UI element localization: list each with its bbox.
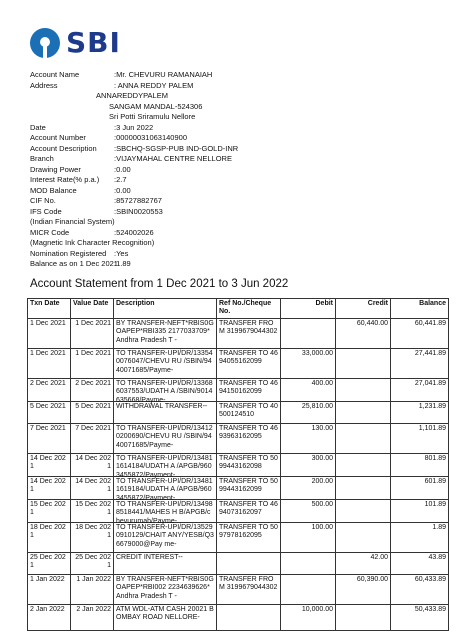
account-description-label: Account Description — [30, 143, 97, 153]
cell-ref-no: TRANSFER TO 4694073162097 — [219, 501, 278, 517]
cell-description: TO TRANSFER-UPI/DR/135290910129/CHAIT ANY/YESB/Q36679000@Pay me- — [116, 524, 214, 548]
cell-ref-no: TRANSFER TO 4693963162095 — [219, 425, 278, 441]
cell-description: ATM WDL-ATM CASH 20021 BOMBAY ROAD NELLORE- — [116, 606, 214, 622]
cell-txn-date: 5 Dec 2021 — [30, 403, 66, 410]
cell-value-date: 1 Dec 2021 — [75, 320, 111, 327]
account-number-value: :00000031063140900 — [114, 133, 187, 142]
drawing-power-label: Drawing Power — [30, 164, 81, 174]
cell-txn-date: 2 Jan 2022 — [30, 606, 65, 613]
table-row — [28, 349, 449, 379]
transactions-table — [27, 298, 449, 631]
cell-debit: 130.00 — [311, 425, 333, 432]
address-line-3: SANGAM MANDAL-524306 — [109, 101, 203, 111]
cell-description: TO TRANSFER-UPI/DR/134988518441/MAHES H B/APGB/chevurumah/Payme- — [116, 501, 213, 525]
cell-balance: 43.89 — [428, 554, 446, 561]
nomination-value: :Yes — [114, 248, 129, 258]
interest-rate-value: :2.7 — [114, 175, 127, 184]
cell-debit: 25,810.00 — [301, 403, 333, 410]
cell-ref-no: TRANSFER TO 5097978162095 — [219, 524, 278, 540]
mod-balance-label: MOD Balance — [30, 185, 77, 195]
cell-description: TO TRANSFER-UPI/DR/134811619184/UDATH A /APGB/9603455872/Payment- — [116, 478, 213, 502]
sbi-logo — [30, 28, 121, 58]
cell-description: TO TRANSFER-UPI/DR/133686037553/UDATH A /SBIN/9014635668/Payme- — [116, 380, 213, 404]
cell-balance: 50,433.89 — [414, 606, 446, 613]
cell-txn-date: 15 Dec 2021 — [30, 501, 66, 517]
cell-balance: 101.89 — [424, 501, 446, 508]
table-row — [28, 424, 449, 454]
date-label: Date — [30, 122, 46, 132]
cell-ref-no: TRANSFER TO 40500124510 — [219, 403, 278, 419]
cell-debit: 33,000.00 — [301, 350, 333, 357]
cell-debit: 400.00 — [311, 380, 333, 387]
header-balance: Balance — [391, 299, 449, 319]
cell-description: TO TRANSFER-UPI/DR/133540076047/CHEVU RU /SBIN/9440071685/Payme- — [116, 350, 213, 374]
transactions-body — [28, 319, 449, 631]
cell-balance: 1.89 — [432, 524, 446, 531]
cell-txn-date: 1 Jan 2022 — [30, 576, 65, 583]
cell-value-date: 7 Dec 2021 — [75, 425, 111, 432]
cell-balance: 1,101.89 — [418, 425, 446, 432]
cell-ref-no: TRANSFER TO 5099443162098 — [219, 455, 278, 471]
cell-balance: 60,433.89 — [414, 576, 446, 583]
cell-value-date: 2 Dec 2021 — [75, 380, 111, 387]
cell-value-date: 14 Dec 2021 — [75, 478, 111, 494]
micr-label: MICR Code — [30, 227, 70, 237]
cell-debit: 100.00 — [311, 524, 333, 531]
table-row — [28, 553, 449, 575]
cell-description: WITHDRAWAL TRANSFER-- — [116, 403, 208, 410]
date-value: :3 Jun 2022 — [114, 122, 154, 132]
drawing-power-value: :0.00 — [114, 164, 131, 174]
cell-balance: 27,441.89 — [414, 350, 446, 357]
table-header-row — [28, 299, 449, 319]
table-row — [28, 575, 449, 605]
cell-ref-no: TRANSFER TO 5099443162099 — [219, 478, 278, 494]
cell-ref-no: TRANSFER TO 4694055162099 — [219, 350, 278, 366]
cell-ref-no: TRANSFER FROM 3199679044302 — [219, 320, 278, 336]
sbi-keyhole-icon — [30, 28, 60, 58]
cell-txn-date: 7 Dec 2021 — [30, 425, 66, 432]
address-line-1: : ANNA REDDY PALEM — [114, 80, 194, 90]
table-row — [28, 402, 449, 424]
header-ref-no: Ref No./Cheque No. — [217, 299, 281, 319]
cell-value-date: 5 Dec 2021 — [75, 403, 111, 410]
cell-balance: 601.89 — [424, 478, 446, 485]
cif-label: CIF No. — [30, 196, 56, 205]
cell-credit: 42.00 — [370, 554, 388, 561]
balance-as-on-value: :1.89 — [114, 259, 131, 268]
ifs-label: IFS Code — [30, 206, 62, 216]
cell-value-date: 25 Dec 2021 — [75, 554, 111, 570]
account-description-value: :SBCHQ-SGSP-PUB IND-GOLD-INR — [114, 143, 239, 153]
cell-credit: 60,440.00 — [356, 320, 388, 327]
cell-description: TO TRANSFER-UPI/DR/134811614184/UDATH A /APGB/9603455872/Payment- — [116, 455, 213, 479]
cell-description: TO TRANSFER-UPI/DR/134120200690/CHEVU RU /SBIN/9440071685/Payme- — [116, 425, 213, 449]
address-line-4: Sri Potti Sriramulu Nellore — [109, 112, 196, 121]
cell-txn-date: 14 Dec 2021 — [30, 455, 66, 471]
account-name-value: :Mr. CHEVURU RAMANAIAH — [114, 70, 213, 79]
cell-description: BY TRANSFER-NEFT*RBIS0GOAPEP*RBI335 2177033709*Andhra Pradesh T - — [116, 320, 214, 344]
table-row — [28, 379, 449, 402]
branch-value: :VIJAYMAHAL CENTRE NELLORE — [114, 154, 232, 163]
cell-value-date: 1 Jan 2022 — [76, 576, 111, 583]
cell-value-date: 14 Dec 2021 — [75, 455, 111, 471]
table-row — [28, 454, 449, 477]
account-name-label: Account Name — [30, 70, 80, 79]
cell-txn-date: 14 Dec 2021 — [30, 478, 66, 494]
cell-credit: 60,390.00 — [356, 576, 388, 583]
logo-text: SBI — [66, 26, 121, 59]
ifs-value: :SBIN0020553 — [114, 206, 163, 216]
cell-balance: 60,441.89 — [414, 320, 446, 327]
cell-value-date: 15 Dec 2021 — [75, 501, 111, 517]
cell-txn-date: 1 Dec 2021 — [30, 320, 66, 327]
micr-note: (Magnetic Ink Character Recognition) — [30, 238, 155, 247]
cell-txn-date: 1 Dec 2021 — [30, 350, 66, 357]
cell-balance: 801.89 — [424, 455, 446, 462]
table-row — [28, 605, 449, 631]
cell-ref-no: TRANSFER TO 4694150162099 — [219, 380, 278, 396]
table-row — [28, 500, 449, 523]
cell-balance: 27,041.89 — [414, 380, 446, 387]
cell-description: BY TRANSFER-NEFT*RBIS0GOAPEP*RBI002 2234639626*Andhra Pradesh T - — [116, 576, 214, 600]
cell-debit: 300.00 — [311, 455, 333, 462]
account-number-label: Account Number — [30, 133, 86, 142]
table-row — [28, 523, 449, 553]
address-label: Address — [30, 80, 58, 90]
header-description: Description — [114, 299, 217, 319]
cell-debit: 200.00 — [311, 478, 333, 485]
nomination-label: Nomination Registered — [30, 248, 107, 258]
cell-txn-date: 25 Dec 2021 — [30, 554, 66, 570]
header-debit: Debit — [281, 299, 336, 319]
table-row — [28, 477, 449, 500]
header-credit: Credit — [336, 299, 391, 319]
cell-txn-date: 18 Dec 2021 — [30, 524, 66, 540]
cell-value-date: 2 Jan 2022 — [76, 606, 111, 613]
cell-debit: 10,000.00 — [301, 606, 333, 613]
ifs-note: (Indian Financial System) — [30, 217, 115, 226]
cell-description: CREDIT INTEREST-- — [116, 554, 183, 561]
address-line-2: ANNAREDDYPALEM — [96, 91, 168, 100]
mod-balance-value: :0.00 — [114, 185, 131, 195]
header-txn-date: Txn Date — [28, 299, 71, 319]
branch-label: Branch — [30, 154, 54, 163]
cell-value-date: 1 Dec 2021 — [75, 350, 111, 357]
table-row — [28, 319, 449, 349]
cell-balance: 1,231.89 — [418, 403, 446, 410]
cell-txn-date: 2 Dec 2021 — [30, 380, 66, 387]
statement-title: Account Statement from 1 Dec 2021 to 3 Jun 2022 — [30, 278, 289, 290]
header-value-date: Value Date — [71, 299, 114, 319]
interest-rate-label: Interest Rate(% p.a.) — [30, 175, 100, 184]
cif-value: :85727882767 — [114, 196, 162, 205]
account-info — [30, 70, 450, 270]
cell-value-date: 18 Dec 2021 — [75, 524, 111, 540]
balance-as-on-label: Balance as on 1 Dec 2021 — [30, 259, 118, 268]
micr-value: :524002026 — [114, 227, 154, 237]
cell-debit: 500.00 — [311, 501, 333, 508]
cell-ref-no: TRANSFER FROM 3199679044302 — [219, 576, 278, 592]
